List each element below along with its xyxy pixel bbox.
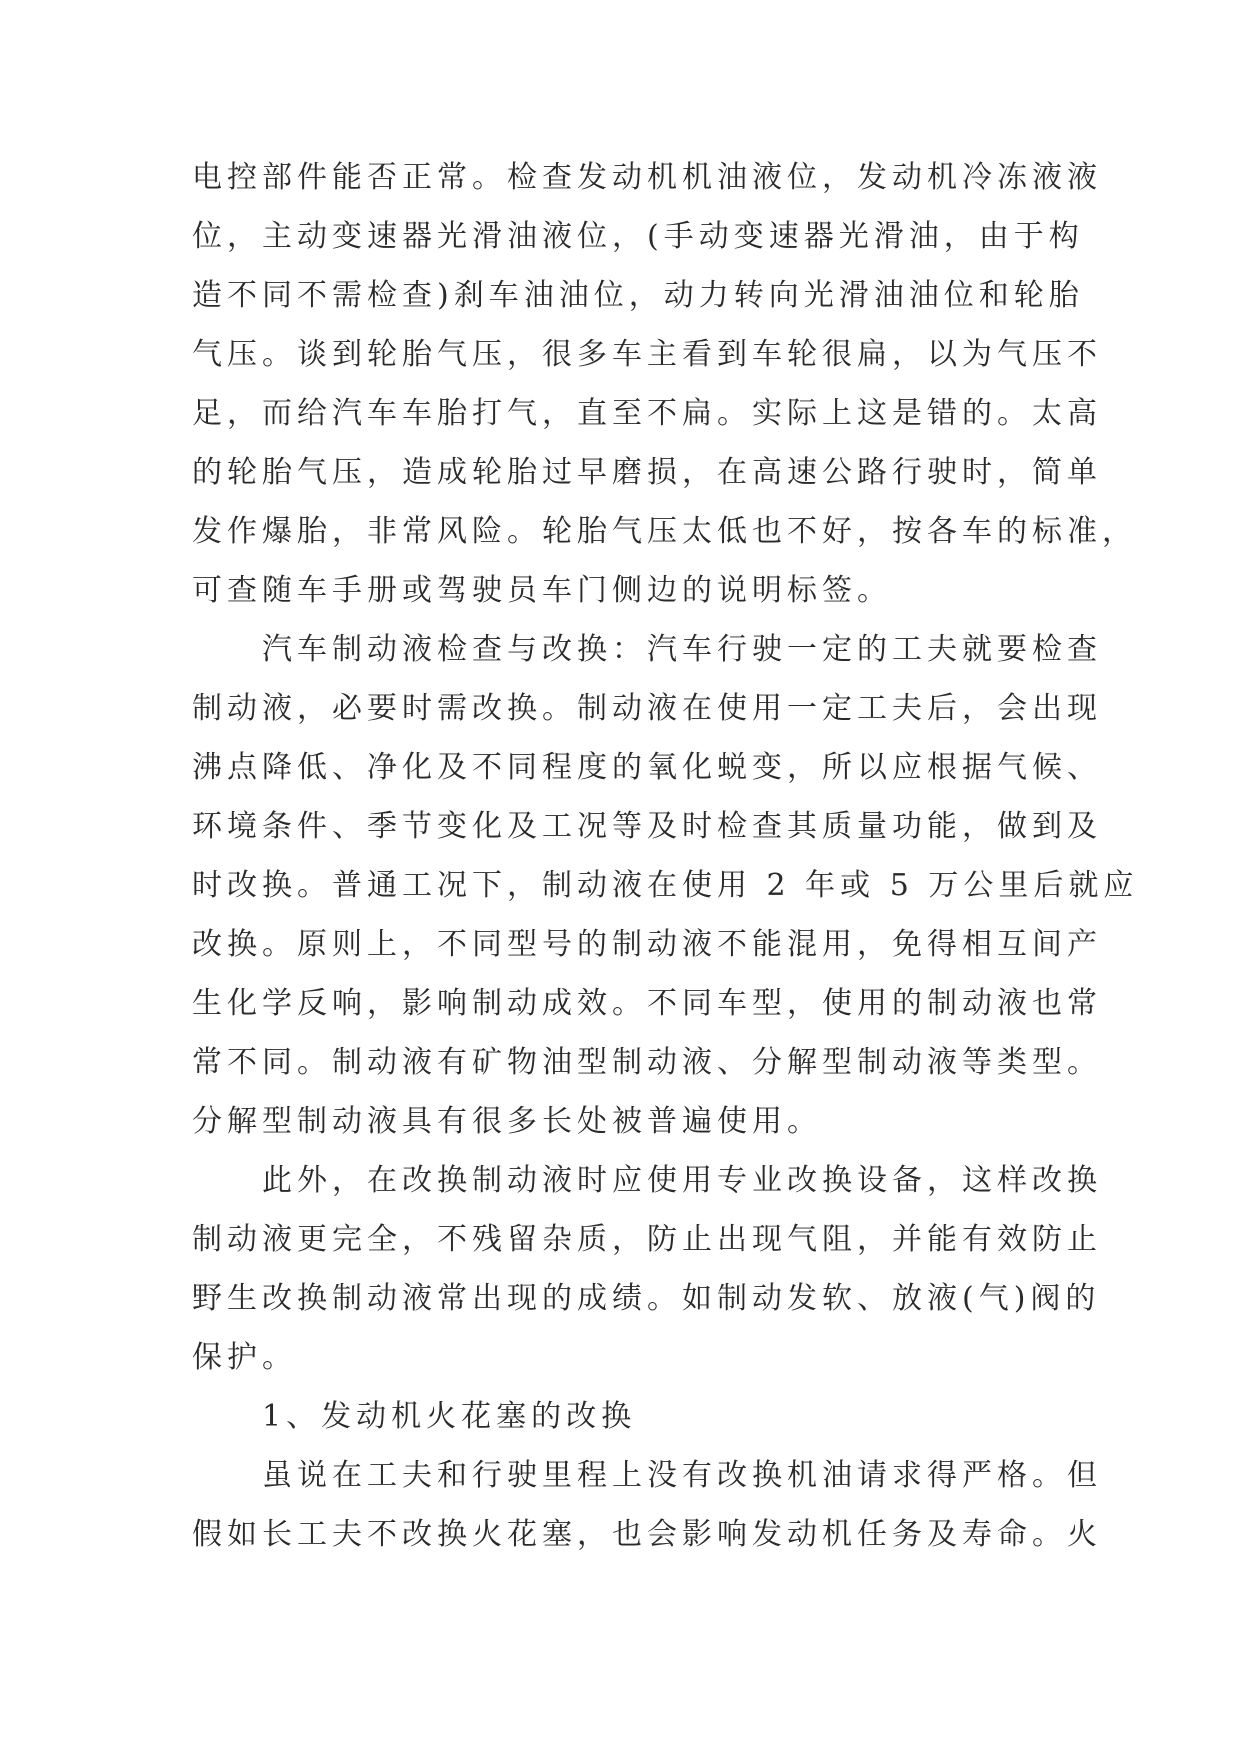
section-heading [192, 1387, 1072, 1446]
text-line: 电控部件能否正常。检查发动机机油液位，发动机冷冻液液 [192, 160, 1102, 195]
text-line-content: 此外，在改换制动液时应使用专业改换设备，这样改换 [262, 1163, 1102, 1198]
text-line: 可查随车手册或驾驶员车门侧边的说明标签。 [192, 573, 892, 608]
text-line: 制动液更完全，不残留杂质，防止出现气阻，并能有效防止 [192, 1222, 1102, 1257]
text-line: 制动液，必要时需改换。制动液在使用一定工夫后，会出现 [192, 691, 1102, 726]
text-line: 保护。 [192, 1340, 297, 1375]
text-line: 常不同。制动液有矿物油型制动液、分解型制动液等类型。 [192, 1045, 1102, 1080]
text-line: 的轮胎气压，造成轮胎过早磨损，在高速公路行驶时，简单 [192, 455, 1102, 490]
text-line: 造不同不需检查)刹车油油位，动力转向光滑油油位和轮胎 [192, 278, 1084, 313]
text-line-content: 汽车制动液检查与改换：汽车行驶一定的工夫就要检查 [262, 632, 1102, 667]
paragraph-2 [192, 620, 1139, 1151]
text-line-indented [192, 1446, 1102, 1505]
text-line: 环境条件、季节变化及工况等及时检查其质量功能，做到及 [192, 809, 1102, 844]
text-line: 位，主动变速器光滑油液位，(手动变速器光滑油，由于构 [192, 219, 1084, 254]
paragraph-5 [192, 1446, 1102, 1564]
text-line-indented [192, 1387, 1072, 1446]
text-line-indented [192, 1151, 1102, 1210]
text-line: 足，而给汽车车胎打气，直至不扁。实际上这是错的。太高 [192, 396, 1102, 431]
text-line: 分解型制动液具有很多长处被普遍使用。 [192, 1104, 822, 1139]
text-line: 假如长工夫不改换火花塞，也会影响发动机任务及寿命。火 [192, 1517, 1102, 1552]
text-line: 生化学反响，影响制动成效。不同车型，使用的制动液也常 [192, 986, 1102, 1021]
text-line-indented [192, 620, 1102, 679]
document-body [192, 148, 1139, 1564]
text-line: 改换。原则上，不同型号的制动液不能混用，免得相互间产 [192, 927, 1102, 962]
heading-text: 1、发动机火花塞的改换 [262, 1399, 637, 1434]
text-line: 气压。谈到轮胎气压，很多车主看到车轮很扁，以为气压不 [192, 337, 1102, 372]
text-line: 时改换。普通工况下，制动液在使用 2 年或 5 万公里后就应 [192, 868, 1139, 903]
text-line: 野生改换制动液常出现的成绩。如制动发软、放液(气)阀的 [192, 1281, 1101, 1316]
text-line: 沸点降低、净化及不同程度的氧化蜕变，所以应根据气候、 [192, 750, 1102, 785]
paragraph-1 [192, 148, 1137, 620]
text-line: 发作爆胎，非常风险。轮胎气压太低也不好，按各车的标准， [192, 514, 1137, 549]
text-line-content: 虽说在工夫和行驶里程上没有改换机油请求得严格。但 [262, 1458, 1102, 1493]
paragraph-3 [192, 1151, 1102, 1387]
